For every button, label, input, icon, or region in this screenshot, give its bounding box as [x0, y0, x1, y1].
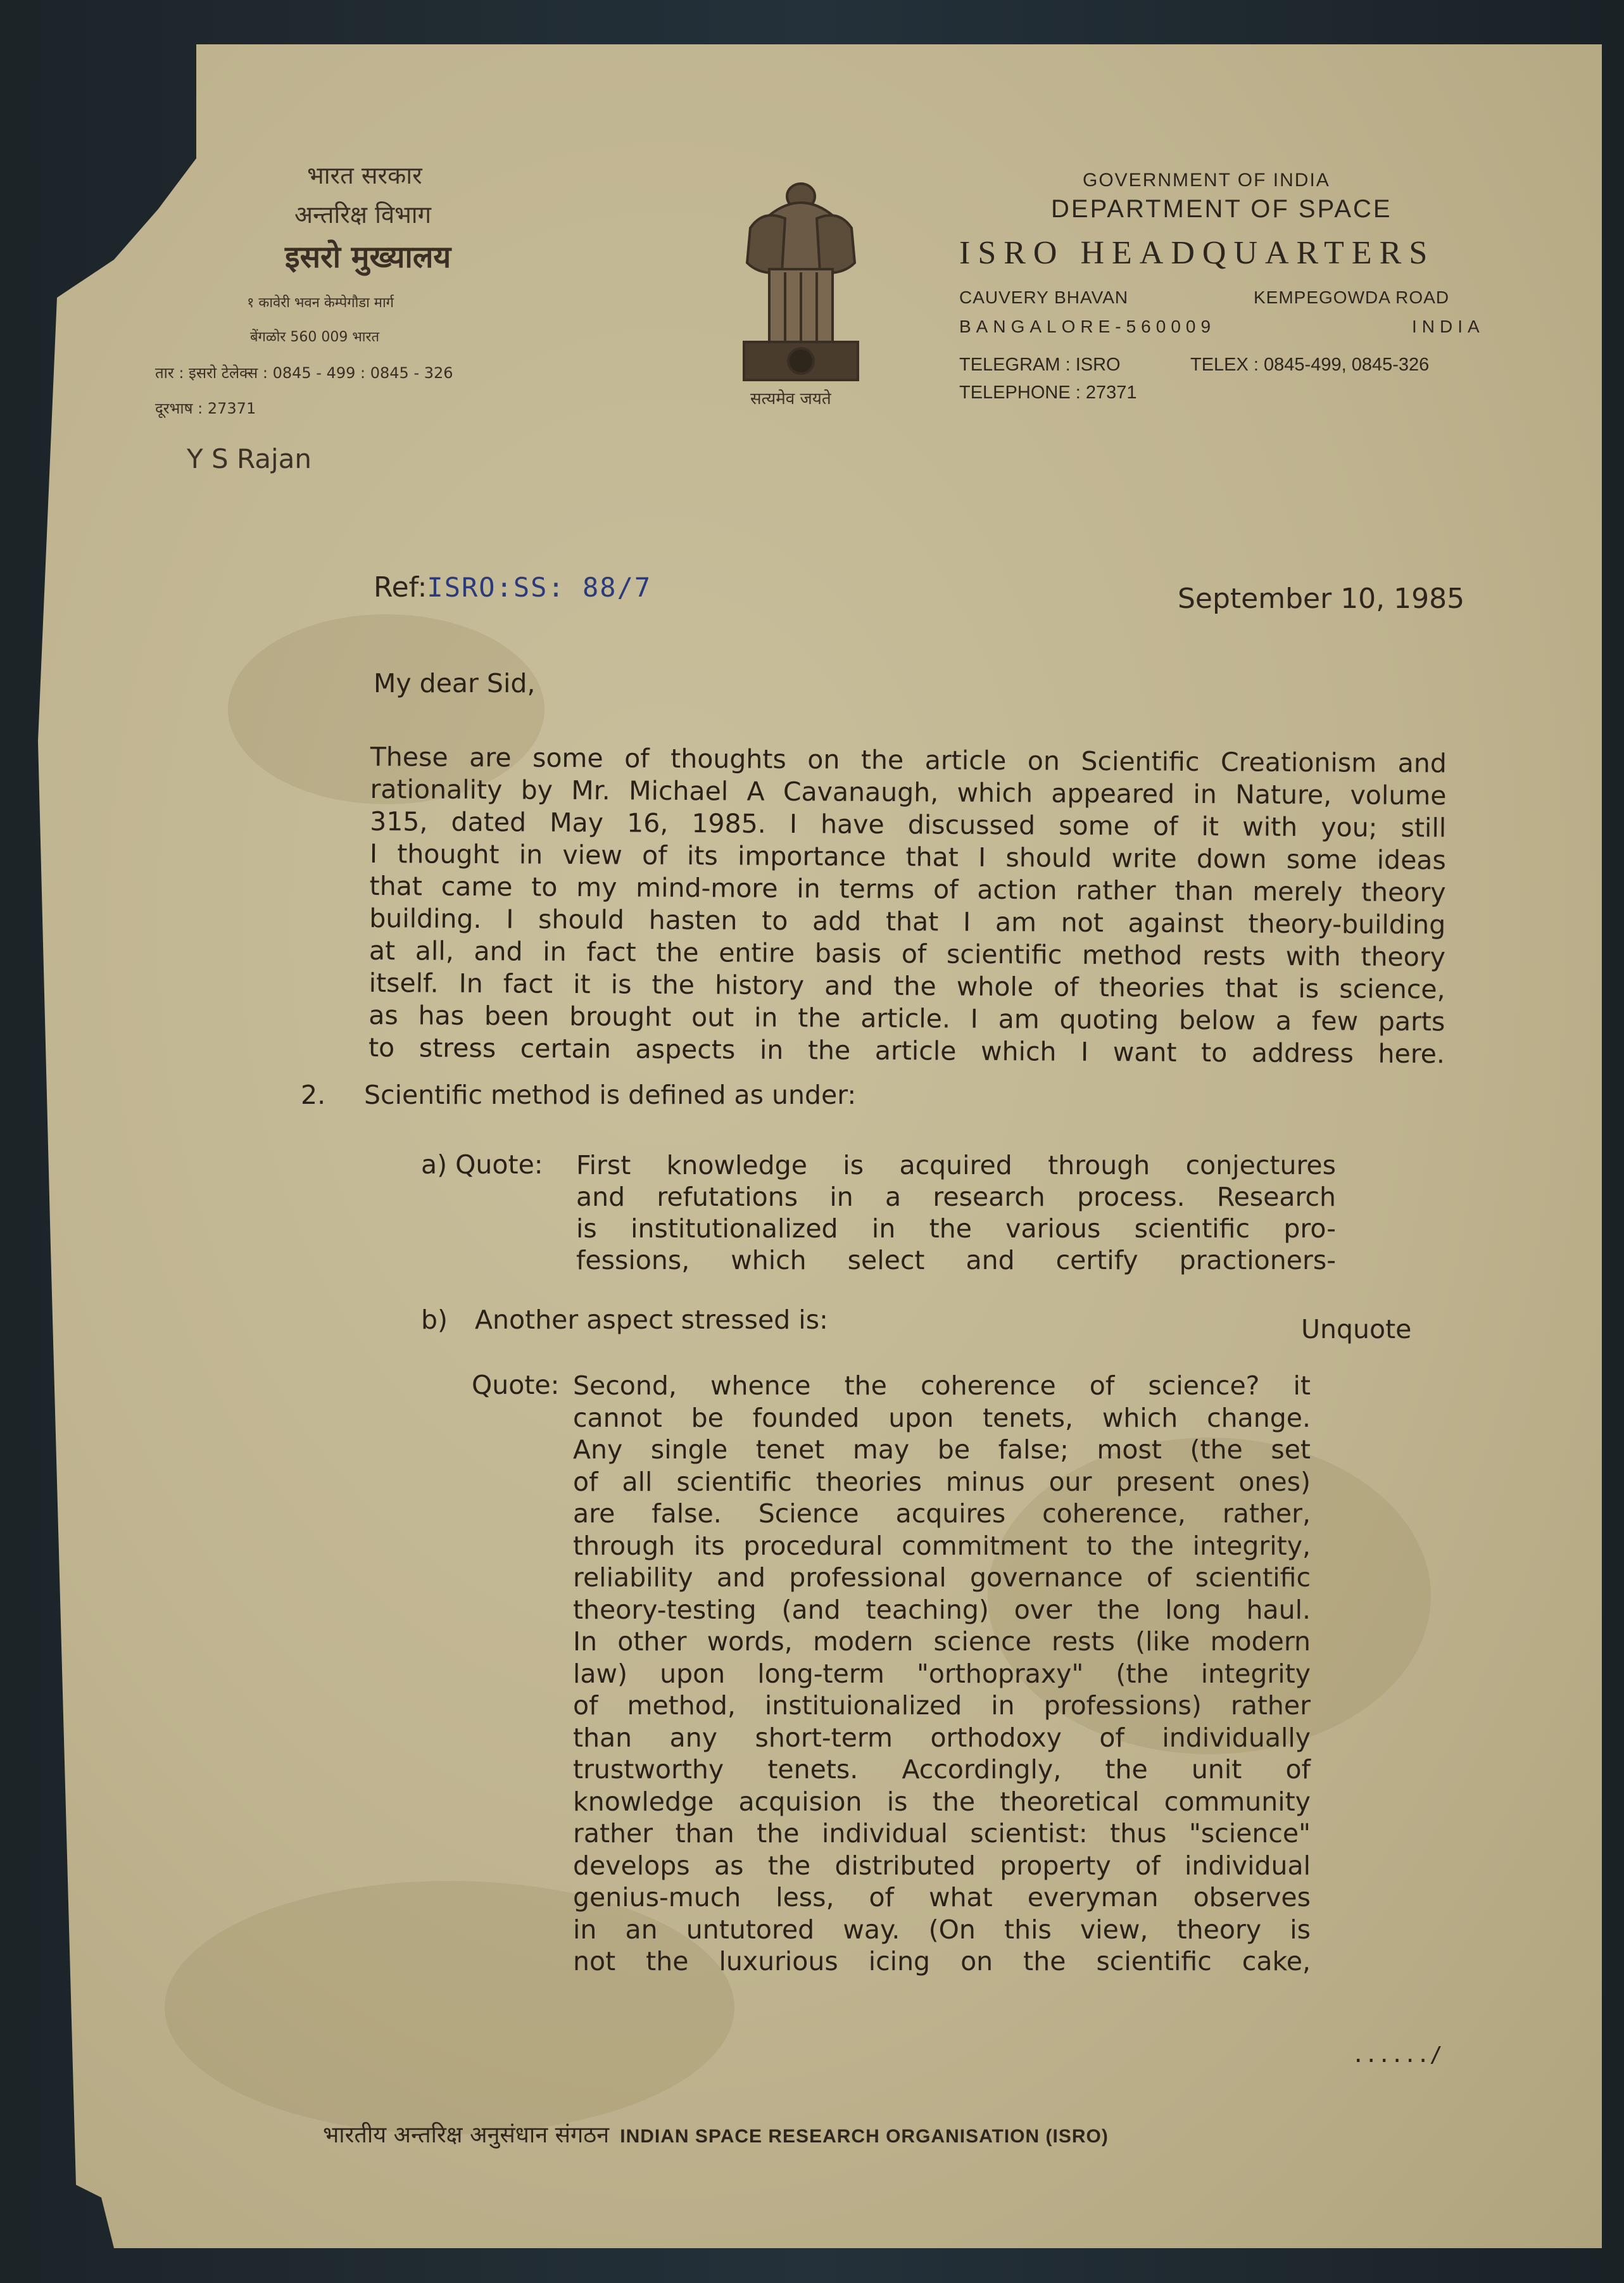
footer-hindi: भारतीय अन्तरिक्ष अनुसंधान संगठन: [323, 2122, 610, 2148]
quote-a-text: [576, 1149, 1336, 1276]
quote-line: cannot be founded upon tenets, which change.: [573, 1402, 1311, 1433]
emblem-motto: सत्यमेव जयते: [750, 389, 831, 408]
hindi-telex-line: तार : इसरो टेलेक्स : 0845 - 499 : 0845 - 326: [155, 364, 453, 382]
quote-line: First knowledge is acquired through conjectures: [576, 1150, 1336, 1180]
paragraph-line: to stress certain aspects in the article which I want to address here.: [368, 1032, 1445, 1070]
paragraph-line: rationality by Mr. Michael A Cavanaugh, which appeared in Nature, volume: [370, 773, 1447, 811]
telephone: TELEPHONE : 27371: [959, 383, 1137, 403]
section-heading: Scientific method is defined as under:: [364, 1080, 857, 1110]
address-country: INDIA: [1412, 317, 1485, 336]
quote-b-text: Another aspect stressed is:: [475, 1305, 828, 1335]
quote-a-label: a) Quote:: [421, 1149, 543, 1180]
telegram: TELEGRAM : ISRO: [959, 355, 1121, 375]
quote-line: law) upon long-term "orthopraxy" (the integrity: [573, 1658, 1311, 1689]
hindi-city-line: बेंगळोर 560 009 भारत: [250, 329, 380, 345]
quote-line: trustworthy tenets. Accordingly, the unit of: [573, 1754, 1311, 1785]
paragraph-line: as has been brought out in the article. I am quoting below a few parts: [368, 999, 1445, 1037]
quote-line: are false. Science acquires coherence, rather,: [573, 1498, 1311, 1529]
quote-line: Second, whence the coherence of science? it: [573, 1370, 1311, 1401]
quote-line: than any short-term orthodoxy of individually: [573, 1722, 1311, 1753]
paragraph-line: itself. In fact it is the history and the whole of theories that is science,: [368, 967, 1445, 1005]
quote-line: knowledge acquision is the theoretical community: [573, 1786, 1311, 1817]
hindi-govt-line: भारत सरकार: [307, 161, 422, 189]
isro-hq-title: ISRO HEADQUARTERS: [959, 235, 1435, 271]
quote-line: not the luxurious icing on the scientific cake,: [573, 1946, 1311, 1976]
footer-english: INDIAN SPACE RESEARCH ORGANISATION (ISRO): [620, 2126, 1109, 2147]
letter-date: September 10, 1985: [1178, 583, 1465, 615]
address-city: BANGALORE-560009: [959, 317, 1216, 336]
hindi-phone-line: दूरभाष : 27371: [155, 400, 256, 417]
quote-line: rather than the individual scientist: thus "science": [573, 1818, 1311, 1849]
reference: [374, 571, 651, 604]
quote-line: of all scientific theories minus our present ones): [573, 1466, 1311, 1497]
address-right: KEMPEGOWDA ROAD: [1254, 288, 1450, 307]
quote-line: is institutionalized in the various scientific pro-: [576, 1213, 1336, 1244]
hindi-address-line: १ कावेरी भवन केम्पेगौडा मार्ग: [247, 295, 394, 311]
telex: TELEX : 0845-499, 0845-326: [1190, 355, 1430, 375]
ref-label: Ref:: [374, 571, 427, 604]
paragraph-line: that came to my mind-more in terms of action rather than merely theory: [369, 870, 1446, 908]
national-emblem-icon: [725, 171, 877, 412]
address-left: CAUVERY BHAVAN: [959, 288, 1129, 307]
quote-line: Any single tenet may be false; most (the set: [573, 1434, 1311, 1465]
paragraph-line: at all, and in fact the entire basis of scientific method rests with theory: [368, 935, 1446, 973]
quote-line: genius-much less, of what everyman observes: [573, 1882, 1311, 1913]
section-number: 2.: [301, 1080, 326, 1110]
unquote-marker: Unquote: [1301, 1314, 1412, 1344]
ref-value-handwritten: ISRO:SS: 88/7: [427, 572, 652, 603]
hindi-hq-line: इसरो मुख्यालय: [285, 239, 451, 275]
quote-c-text: [573, 1370, 1311, 1978]
salutation: My dear Sid,: [374, 668, 536, 699]
paragraph-1: [368, 741, 1447, 1070]
footer: [323, 2118, 1109, 2149]
paragraph-line: 315, dated May 16, 1985. I have discussed some of it with you; still: [370, 806, 1447, 844]
quote-line: and refutations in a research process. Research: [576, 1182, 1336, 1212]
paragraph-line: These are some of thoughts on the article on Scientific Creationism and: [370, 742, 1447, 779]
quote-line: of method, instituionalized in professions) rather: [573, 1690, 1311, 1721]
quote-c-label: Quote:: [472, 1370, 560, 1400]
quote-line: develops as the distributed property of individual: [573, 1850, 1311, 1881]
paragraph-line: I thought in view of its importance that I should write down some ideas: [369, 838, 1447, 876]
quote-line: reliability and professional governance of scientific: [573, 1562, 1311, 1593]
govt-of-india: GOVERNMENT OF INDIA: [1083, 170, 1330, 191]
dept-of-space: DEPARTMENT OF SPACE: [1051, 195, 1392, 223]
paragraph-line: building. I should hasten to add that I am not against theory-building: [369, 902, 1446, 940]
continued-marker: ....../: [1352, 2042, 1443, 2068]
quote-b-label: b): [421, 1305, 448, 1335]
quote-line: In other words, modern science rests (like modern: [573, 1626, 1311, 1657]
quote-line: fessions, which select and certify practioners-: [576, 1245, 1336, 1275]
quote-line: in an untutored way. (On this view, theory is: [573, 1914, 1311, 1945]
quote-line: theory-testing (and teaching) over the long haul.: [573, 1594, 1311, 1625]
quote-line: through its procedural commitment to the integrity,: [573, 1530, 1311, 1561]
sender-name: Y S Rajan: [187, 443, 312, 474]
hindi-dept-line: अन्तरिक्ष विभाग: [294, 201, 432, 229]
